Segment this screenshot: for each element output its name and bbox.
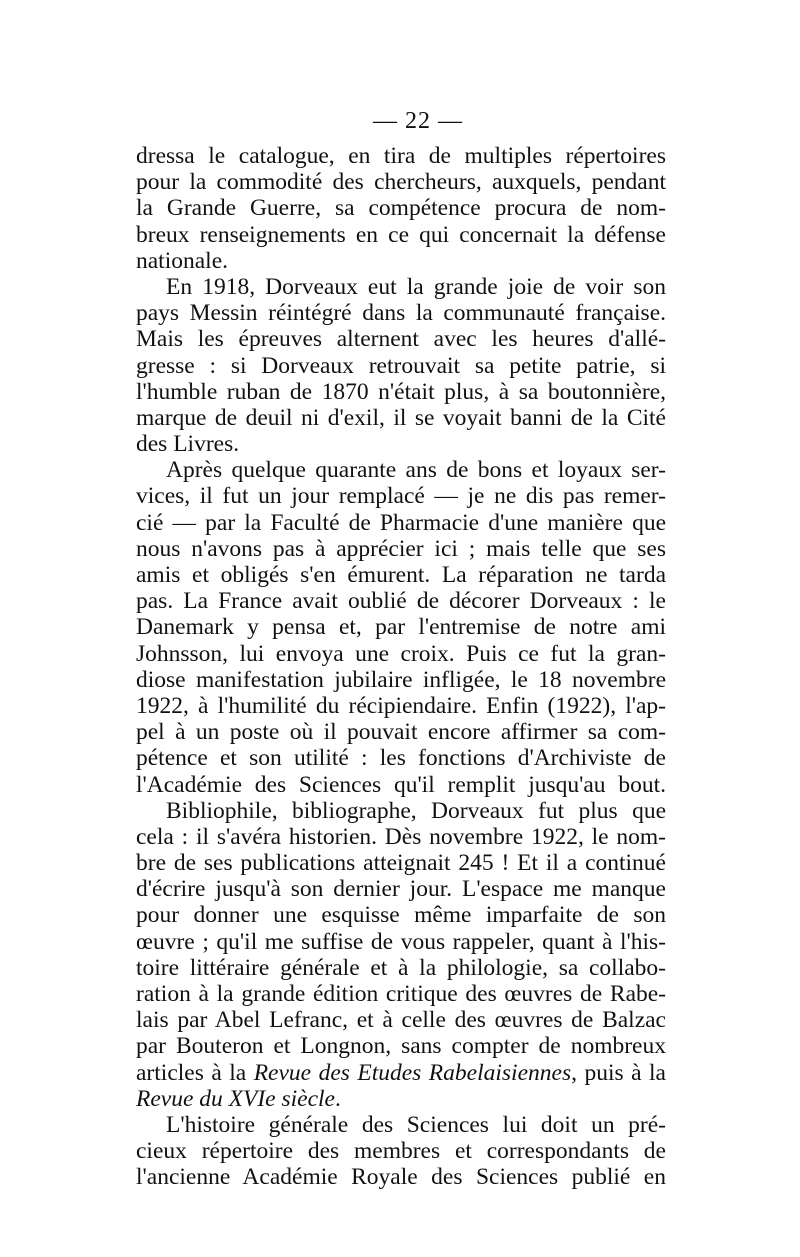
- text-segment: toire littéraire générale et à la philologie, sa collabo-: [136, 954, 666, 981]
- text-line: [136, 693, 666, 719]
- text-line: [136, 353, 666, 379]
- text-segment: lais par Abel Lefranc, et à celle des œuvres de Balzac: [136, 1007, 666, 1034]
- text-segment: gresse : si Dorveaux retrouvait sa petite patrie, si: [136, 352, 666, 379]
- text-segment: Après quelque quarante ans de bons et loyaux ser-: [166, 457, 666, 484]
- text-segment: l'Académie des Sciences qu'il remplit jusqu'au bout.: [136, 771, 666, 798]
- text-segment: l'humble ruban de 1870 n'était plus, à sa boutonnière,: [136, 378, 666, 405]
- text-line: [136, 300, 666, 326]
- text-segment: ration à la grande édition critique des œuvres de Rabe-: [136, 981, 666, 1007]
- text-segment: nous n'avons pas à apprécier ici ; mais telle que ses: [136, 535, 666, 562]
- text-segment: marque de deuil ni d'exil, il se voyait banni de la Cité: [136, 404, 666, 431]
- text-segment: 1922, à l'humilité du récipiendaire. Enfin (1922), l'ap-: [136, 692, 666, 719]
- body-text: [136, 143, 666, 1191]
- text-line: [136, 876, 666, 902]
- text-line: [136, 955, 666, 981]
- text-segment: vices, il fut un jour remplacé — je ne dis pas remer-: [136, 483, 666, 510]
- text-line: [136, 641, 666, 667]
- text-segment: la Grande Guerre, sa compétence procura de nom-: [136, 195, 666, 222]
- text-line: [136, 1086, 666, 1112]
- text-line: [136, 902, 666, 928]
- text-segment: œuvre ; qu'il me suffise de vous rappeler, quant à l'his-: [136, 928, 666, 955]
- text-line: [136, 510, 666, 536]
- text-line: [136, 536, 666, 562]
- text-line: [136, 248, 666, 274]
- text-line: [136, 1033, 666, 1059]
- text-line: [136, 1007, 666, 1033]
- text-segment: Johnsson, lui envoya une croix. Puis ce fut la gran-: [136, 640, 666, 667]
- text-line: [136, 405, 666, 431]
- text-line: [136, 379, 666, 405]
- text-segment: En 1918, Dorveaux eut la grande joie de voir son: [166, 273, 666, 300]
- text-segment: cieux répertoire des membres et correspondants de: [136, 1138, 666, 1165]
- italic-title: Revue du XVIe siècle: [136, 1085, 335, 1112]
- text-segment: bre de ses publications atteignait 245 ! Et il a continué: [136, 850, 666, 877]
- text-line: [136, 143, 666, 169]
- text-line: [136, 1138, 666, 1164]
- text-line: [136, 1060, 666, 1086]
- text-line: [136, 798, 666, 824]
- text-segment: Mais les épreuves alternent avec les heures d'allé-: [136, 326, 666, 353]
- text-segment: Bibliophile, bibliographe, Dorveaux fut plus que: [166, 797, 666, 824]
- text-segment: nationale.: [136, 247, 229, 274]
- text-segment: L'histoire générale des Sciences lui doit un pré-: [166, 1111, 666, 1138]
- text-line: [136, 169, 666, 195]
- text-line: [136, 1164, 666, 1190]
- text-segment: pour la commodité des chercheurs, auxquels, pendant: [136, 169, 666, 196]
- text-segment: breux renseignements en ce qui concernait la défense: [136, 221, 666, 248]
- text-line: [136, 431, 666, 457]
- text-segment: amis et obligés s'en émurent. La réparation ne tarda: [136, 562, 666, 588]
- text-segment: , puis à la: [571, 1059, 666, 1086]
- text-line: [136, 850, 666, 876]
- text-line: [136, 562, 666, 588]
- text-line: [136, 667, 666, 693]
- text-line: [136, 274, 666, 300]
- text-segment: pel à un poste où il pouvait encore affirmer sa com-: [136, 719, 666, 746]
- text-line: [136, 588, 666, 614]
- text-segment: d'écrire jusqu'à son dernier jour. L'espace me manque: [136, 876, 666, 903]
- text-segment: pas. La France avait oublié de décorer Dorveaux : le: [136, 588, 666, 615]
- text-line: [136, 614, 666, 640]
- text-line: [136, 745, 666, 771]
- text-segment: l'ancienne Académie Royale des Sciences publié en: [136, 1164, 666, 1191]
- text-line: [136, 929, 666, 955]
- text-segment: par Bouteron et Longnon, sans compter de nombreux: [136, 1033, 666, 1060]
- text-segment: diose manifestation jubilaire infligée, le 18 novembre: [136, 666, 666, 693]
- text-segment: Danemark y pensa et, par l'entremise de notre ami: [136, 614, 666, 641]
- text-segment: cié — par la Faculté de Pharmacie d'une manière que: [136, 509, 666, 536]
- text-segment: cela : il s'avéra historien. Dès novembre 1922, le nom-: [136, 823, 666, 850]
- text-line: [136, 457, 666, 483]
- text-line: [136, 772, 666, 798]
- text-segment: pétence et son utilité : les fonctions d'Archiviste de: [136, 745, 666, 772]
- text-line: [136, 222, 666, 248]
- text-line: [136, 326, 666, 352]
- text-segment: pays Messin réintégré dans la communauté française.: [136, 300, 666, 327]
- text-line: [136, 719, 666, 745]
- text-line: [136, 483, 666, 509]
- text-line: [136, 1112, 666, 1138]
- text-segment: dressa le catalogue, en tira de multiples répertoires: [136, 143, 666, 169]
- italic-title: Revue des Etudes Rabelaisiennes: [253, 1059, 572, 1086]
- text-segment: articles à la: [136, 1059, 247, 1086]
- text-line: [136, 981, 666, 1007]
- text-segment: .: [334, 1085, 341, 1112]
- text-line: [136, 195, 666, 221]
- text-segment: des Livres.: [136, 431, 240, 458]
- page-number: — 22 —: [373, 108, 463, 134]
- text-segment: pour donner une esquisse même imparfaite de son: [136, 902, 666, 929]
- text-line: [136, 824, 666, 850]
